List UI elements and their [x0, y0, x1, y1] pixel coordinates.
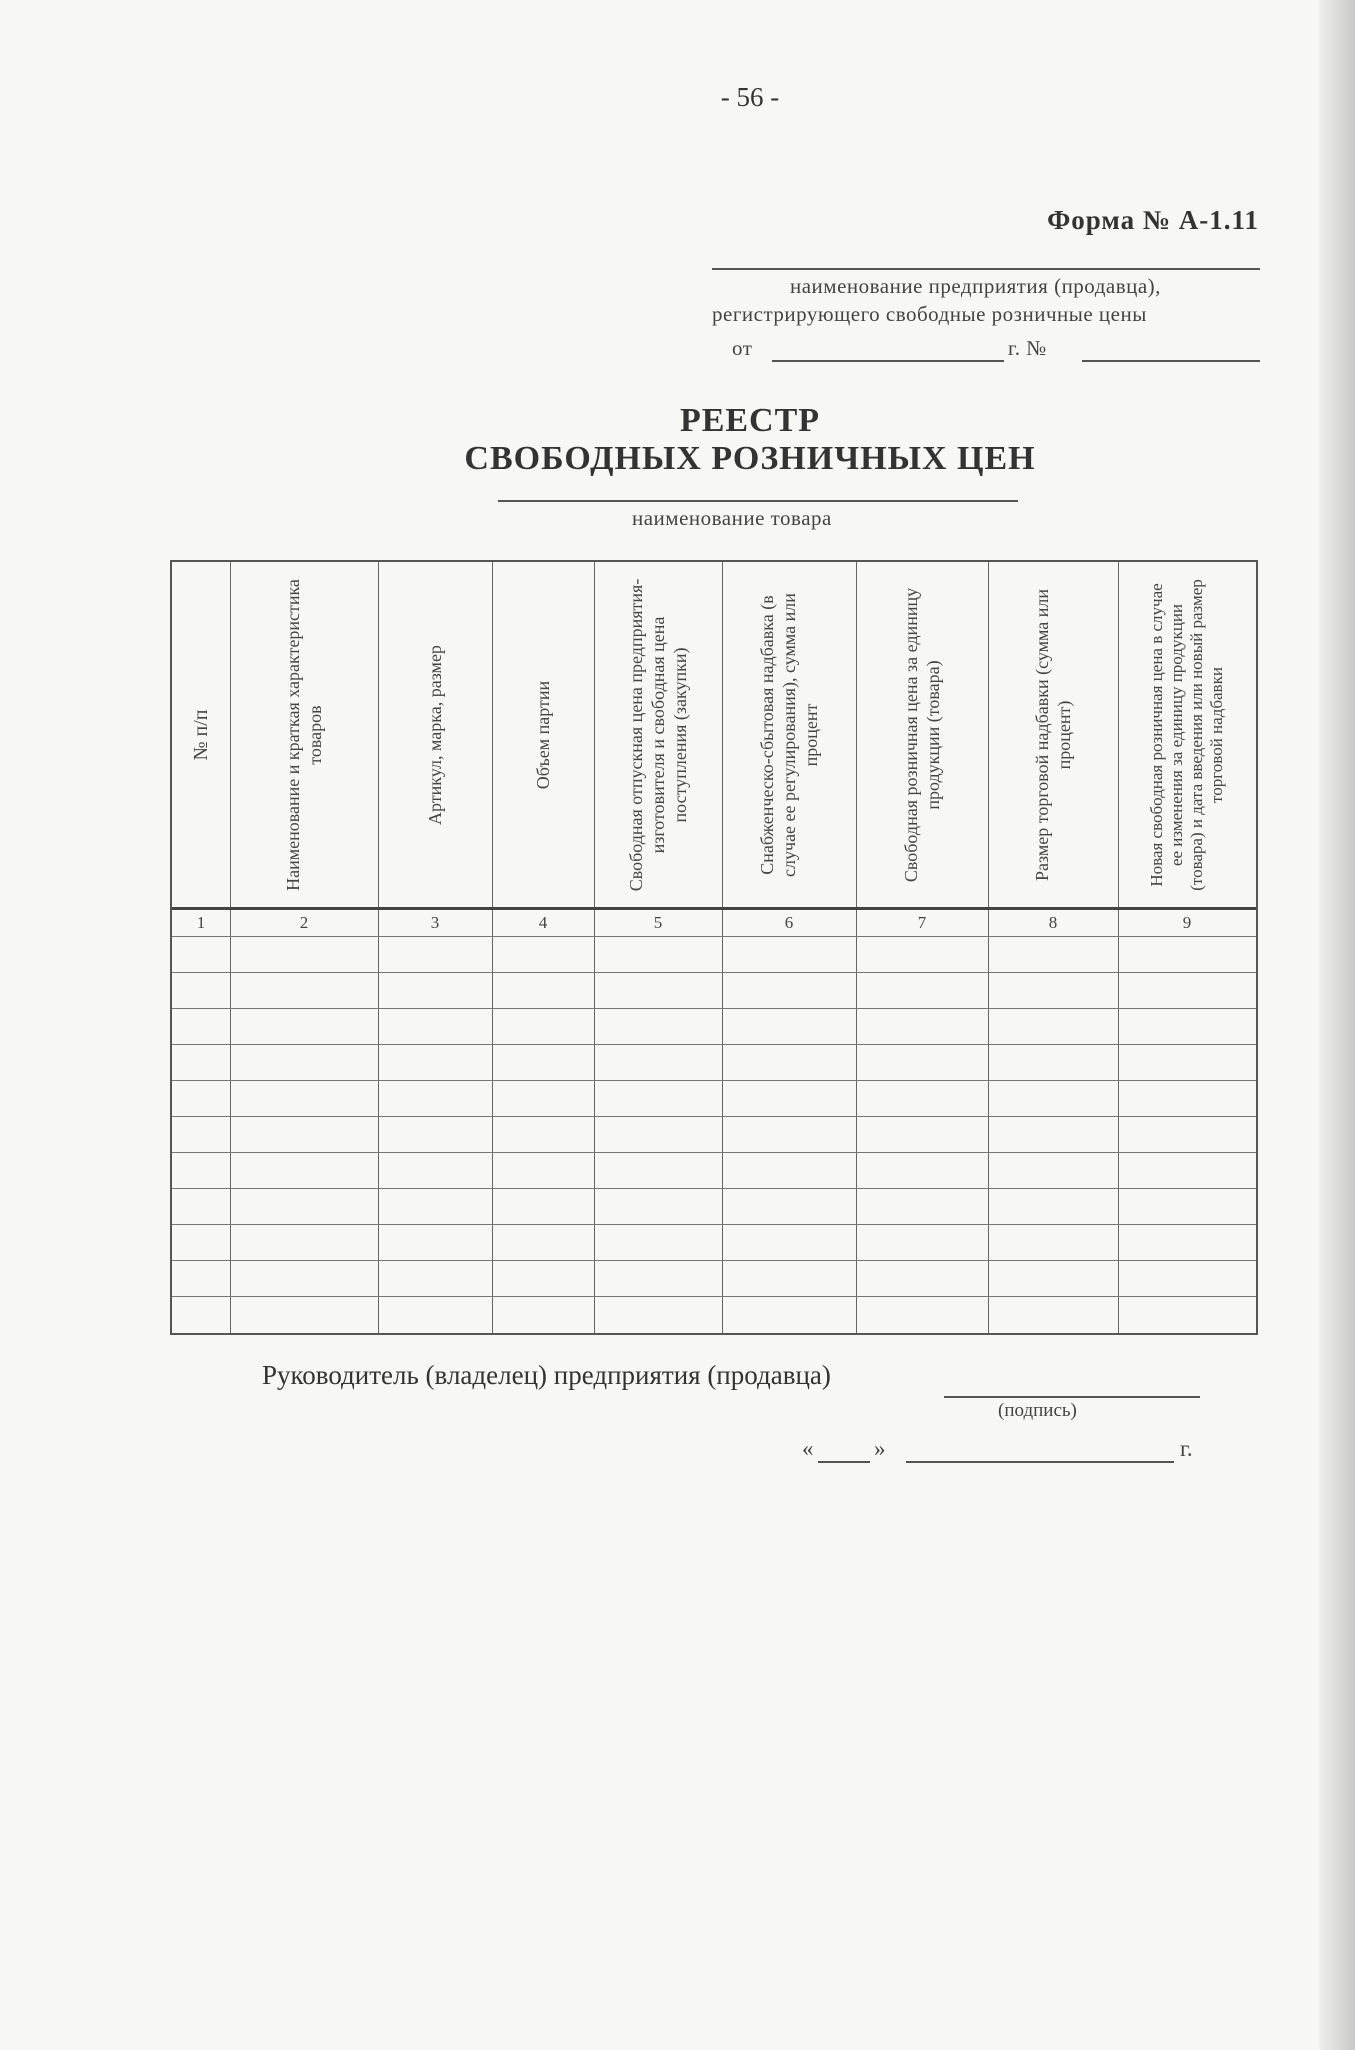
table-row-line — [172, 1260, 1256, 1261]
table-row-line — [172, 1152, 1256, 1153]
header-cell-volume — [492, 562, 594, 907]
header-cell-row-number — [172, 562, 230, 907]
date-year-label: г. — [1180, 1436, 1193, 1461]
header-new-price-text: Новая свободная розничная цена в случае ее изменения за единицу продукции (товара) и дата введения или новый размер торговой надбавки — [1147, 578, 1226, 891]
page-number: - 56 - — [720, 82, 780, 112]
signature-label: Руководитель (владелец) предприятия (продавца) — [262, 1360, 831, 1390]
header-name-text: Наименование и краткая характеристика товаров — [283, 578, 325, 891]
column-number-4: 4 — [538, 913, 548, 932]
product-caption: наименование товара — [632, 506, 832, 530]
header-cell-trade-markup — [988, 562, 1118, 907]
column-number-3: 3 — [430, 913, 440, 932]
header-supply-markup-text: Снабженческо-сбытовая надбавка (в случае ее регулирования), сумма или процент — [757, 592, 821, 877]
table-row-line — [172, 1044, 1256, 1045]
column-number-2: 2 — [299, 913, 309, 932]
header-wholesale-price-text: Свободная отпускная цена предприятия-изготовителя и свободная цена поступления (закупки) — [626, 578, 690, 891]
page-edge-shadow — [1319, 0, 1355, 2050]
date-line — [772, 360, 1004, 362]
header-cell-name — [230, 562, 378, 907]
date-day-field[interactable] — [818, 1461, 870, 1463]
price-register-table — [170, 560, 1258, 1335]
header-cell-retail-price — [856, 562, 988, 907]
header-article-text: Артикул, марка, размер — [425, 644, 445, 825]
table-row-line — [172, 1116, 1256, 1117]
table-row-line — [172, 1008, 1256, 1009]
header-bottom-border — [172, 907, 1256, 910]
document-title: РЕЕСТР — [679, 402, 821, 439]
column-number-5: 5 — [653, 913, 663, 932]
enterprise-name-line — [712, 268, 1260, 270]
header-volume-text: Объем партии — [533, 680, 553, 789]
column-number-6: 6 — [784, 913, 794, 932]
from-label: от — [732, 336, 753, 360]
date-close-quote: » — [874, 1436, 886, 1461]
table-row-line — [172, 1224, 1256, 1225]
table-row-line — [172, 972, 1256, 973]
table-row-line — [172, 1188, 1256, 1189]
enterprise-caption-2: регистрирующего свободные розничные цены — [712, 302, 1147, 326]
enterprise-caption: наименование предприятия (продавца), — [790, 274, 1161, 298]
column-number-8: 8 — [1048, 913, 1058, 932]
header-retail-price-text: Свободная розничная цена за единицу продукции (товара) — [901, 587, 943, 882]
document-subtitle: СВОБОДНЫХ РОЗНИЧНЫХ ЦЕН — [464, 440, 1036, 477]
form-number: Форма № А-1.11 — [1047, 205, 1259, 235]
header-cell-supply-markup — [722, 562, 856, 907]
table-row-line — [172, 1296, 1256, 1297]
header-cell-wholesale-price — [594, 562, 722, 907]
header-row-number-text: № п/п — [190, 708, 212, 761]
signature-field[interactable] — [944, 1396, 1200, 1398]
header-cell-article — [378, 562, 492, 907]
table-row-line — [172, 1080, 1256, 1081]
table-row-line — [172, 936, 1256, 937]
header-trade-markup-text: Размер торговой надбавки (сумма или процент) — [1032, 588, 1074, 881]
column-number-9: 9 — [1182, 913, 1192, 932]
number-line — [1082, 360, 1260, 362]
signature-caption: (подпись) — [998, 1400, 1077, 1421]
year-number-label: г. № — [1008, 336, 1047, 360]
date-month-field[interactable] — [906, 1461, 1174, 1463]
date-open-quote: « — [802, 1436, 814, 1461]
product-name-line — [498, 500, 1018, 502]
column-number-7: 7 — [917, 913, 927, 932]
column-number-1: 1 — [196, 913, 206, 932]
header-cell-new-price — [1118, 562, 1256, 907]
